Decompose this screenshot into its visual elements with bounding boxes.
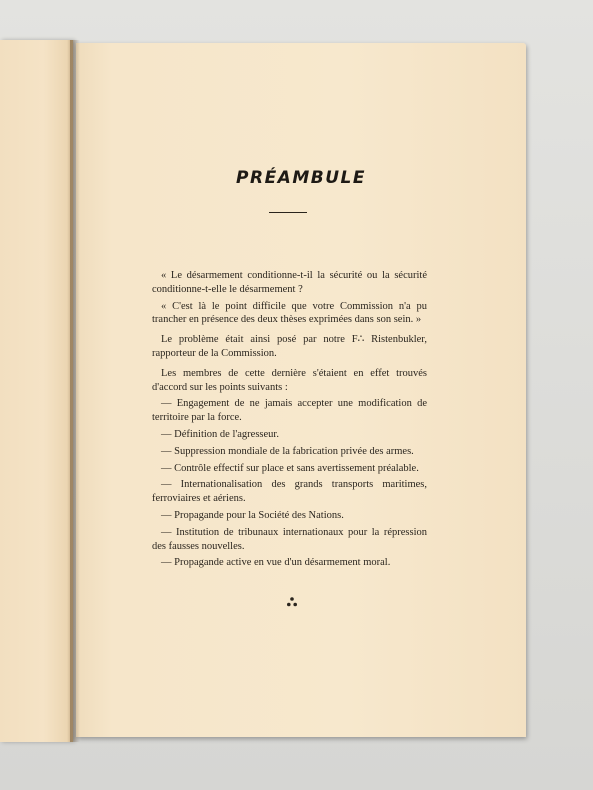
asterism-ornament xyxy=(286,596,298,608)
paragraph-question: « Le désarmement conditionne-t-il la sécurité ou la sécurité conditionne-t-elle le désarmement ? xyxy=(152,270,427,295)
left-page-edge xyxy=(0,40,73,742)
list-item: — Suppression mondiale de la fabrication privée des armes. xyxy=(161,445,414,457)
title-divider xyxy=(269,212,307,213)
list-item: — Propagande pour la Société des Nations. xyxy=(161,509,344,521)
list-item: — Contrôle effectif sur place et sans avertissement préalable. xyxy=(161,462,419,474)
page-body xyxy=(152,269,427,570)
list-item: — Engagement de ne jamais accepter une modification de territoire par la force. xyxy=(152,398,427,424)
list-item: — Internationalisation des grands transports maritimes, ferroviaires et aériens. xyxy=(152,479,427,505)
list-item: — Propagande active en vue d'un désarmement moral. xyxy=(161,557,391,569)
paragraph-rapporteur: Le problème était ainsi posé par notre F∴ Ristenbukler, rapporteur de la Commission. xyxy=(152,334,427,359)
list-item: — Institution de tribunaux internationaux pour la répression des fausses nouvelles. xyxy=(152,526,427,552)
spine-shadow xyxy=(70,40,80,742)
page-title: PRÉAMBULE xyxy=(236,168,366,188)
list-item: — Définition de l'agresseur. xyxy=(161,428,279,440)
paragraph-points-intro: Les membres de cette dernière s'étaient en effet trouvés d'accord sur les points suivants : xyxy=(152,367,427,393)
paragraph-commission: « C'est là le point difficile que votre Commission n'a pu trancher en présence des deux thèses exprimées dans son sein. » xyxy=(152,300,427,326)
